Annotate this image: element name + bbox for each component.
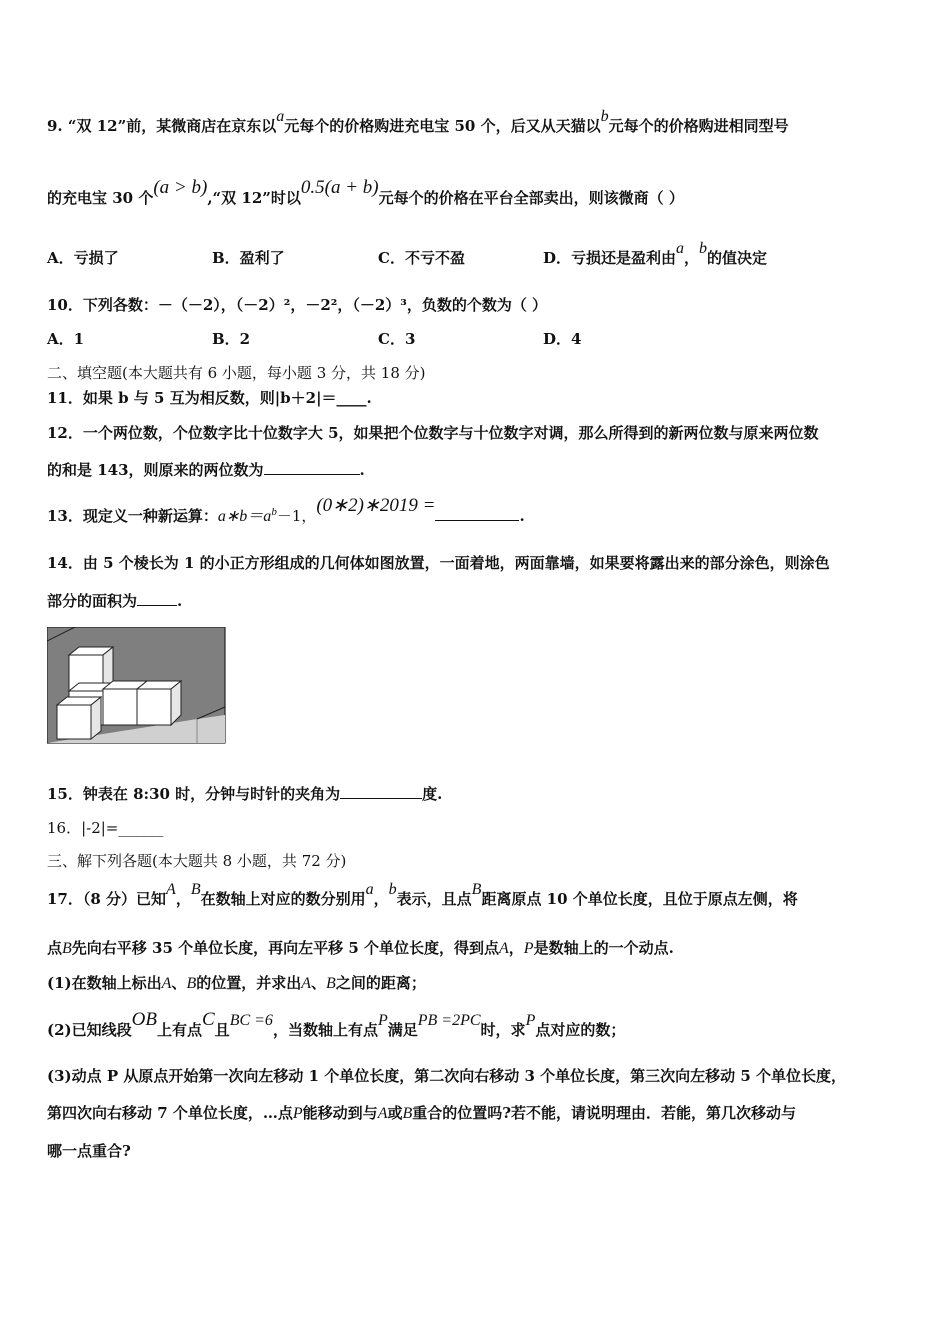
q17-part3-line2: 第四次向右移动 7 个单位长度，…点P能移动到与A或B重合的位置吗?若不能，请说明理由．若能，第几次移动与 [47, 1104, 797, 1122]
q14-line1: 14．由 5 个棱长为 1 的小正方形组成的几何体如图放置，一面着地，两面靠墙，如果要将露出来的部分涂色，则涂色 [47, 554, 830, 572]
q14-line2: 部分的面积为 . [47, 592, 183, 610]
cube-right-2 [137, 681, 181, 725]
q13-line: 13．现定义一种新运算：$a∗b=a^b-1$，(0∗2)∗2019 = . [47, 495, 525, 525]
q12-line1: 12．一个两位数，个位数字比十位数字大 5，如果把个位数字与十位数字对调，那么所得到的新两位数与原来两位数 [47, 424, 819, 442]
q17-line2: 点B先向右平移 35 个单位长度，再向左平移 5 个单位长度，得到点A，P是数轴上的一个动点. [47, 939, 674, 957]
cube-front [57, 697, 101, 739]
q9-option-c: C．不亏不盈 [378, 249, 465, 267]
q9-option-a: A．亏损了 [47, 249, 119, 267]
answer-blank [340, 784, 422, 799]
q9-option-b: B．盈利了 [212, 249, 285, 267]
q15-line: 15．钟表在 8:30 时，分钟与时针的夹角为 度. [47, 785, 443, 803]
answer-blank [264, 460, 360, 475]
q10-option-d: D．4 [543, 330, 582, 348]
operation-definition: a∗b＝a [217, 508, 272, 525]
cube-figure [47, 627, 227, 745]
answer-blank [137, 591, 177, 606]
answer-blank [435, 506, 519, 521]
q9-line2: 的充电宝 30 个(a > b),“双 12”时以0.5(a + b)元每个的价格在平台全部卖出，则该微商（ ） [47, 177, 684, 207]
var-b: b [600, 108, 609, 125]
q17-line1: 17．（8 分）已知A，B在数轴上对应的数分别用a，b表示，且点B距离原点 10 个单位长度，且位于原点左侧，将 [47, 881, 798, 908]
q10-text: 10．下列各数：－（－2），（－2）²，－2²，（－2）³，负数的个数为（ ） [47, 296, 548, 314]
q10-option-a: A．1 [47, 330, 85, 348]
q9-line1: 9. “双 12”前，某微商店在京东以a元每个的价格购进充电宝 50 个，后又从天猫以b元每个的价格购进相同型号 [47, 108, 789, 135]
condition-a-gt-b: (a > b) [153, 177, 208, 198]
q10-option-c: C．3 [378, 330, 416, 348]
q17-part3-line1: (3)动点 P 从原点开始第一次向左移动 1 个单位长度，第二次向右移动 3 个单位长度，第三次向左移动 5 个单位长度， [47, 1067, 847, 1085]
q9-option-d: D．亏损还是盈利由a，b的值决定 [543, 240, 768, 267]
q10-option-b: B．2 [212, 330, 251, 348]
q17-part2: (2)已知线段OB上有点C且BC =6，当数轴上有点P满足PB =2PC时，求P点对应的数； [47, 1009, 626, 1039]
section-2-heading: 二、填空题(本大题共有 6 小题，每小题 3 分，共 18 分) [47, 364, 426, 382]
q17-part3-line3: 哪一点重合? [47, 1142, 131, 1160]
q17-part1: (1)在数轴上标出A、B的位置，并求出A、B之间的距离； [47, 974, 426, 992]
price-expression: 0.5(a + b) [300, 177, 379, 198]
section-3-heading: 三、解下列各题(本大题共 8 小题，共 72 分) [47, 852, 347, 870]
var-a: a [276, 108, 285, 125]
operation-expression: (0∗2)∗2019 = [316, 495, 436, 516]
q12-line2: 的和是 143，则原来的两位数为 . [47, 461, 365, 479]
q11-text: 11．如果 b 与 5 互为相反数，则|b＋2|＝____. [47, 389, 372, 407]
q16-text: 16．|-2|=______ [47, 819, 164, 837]
